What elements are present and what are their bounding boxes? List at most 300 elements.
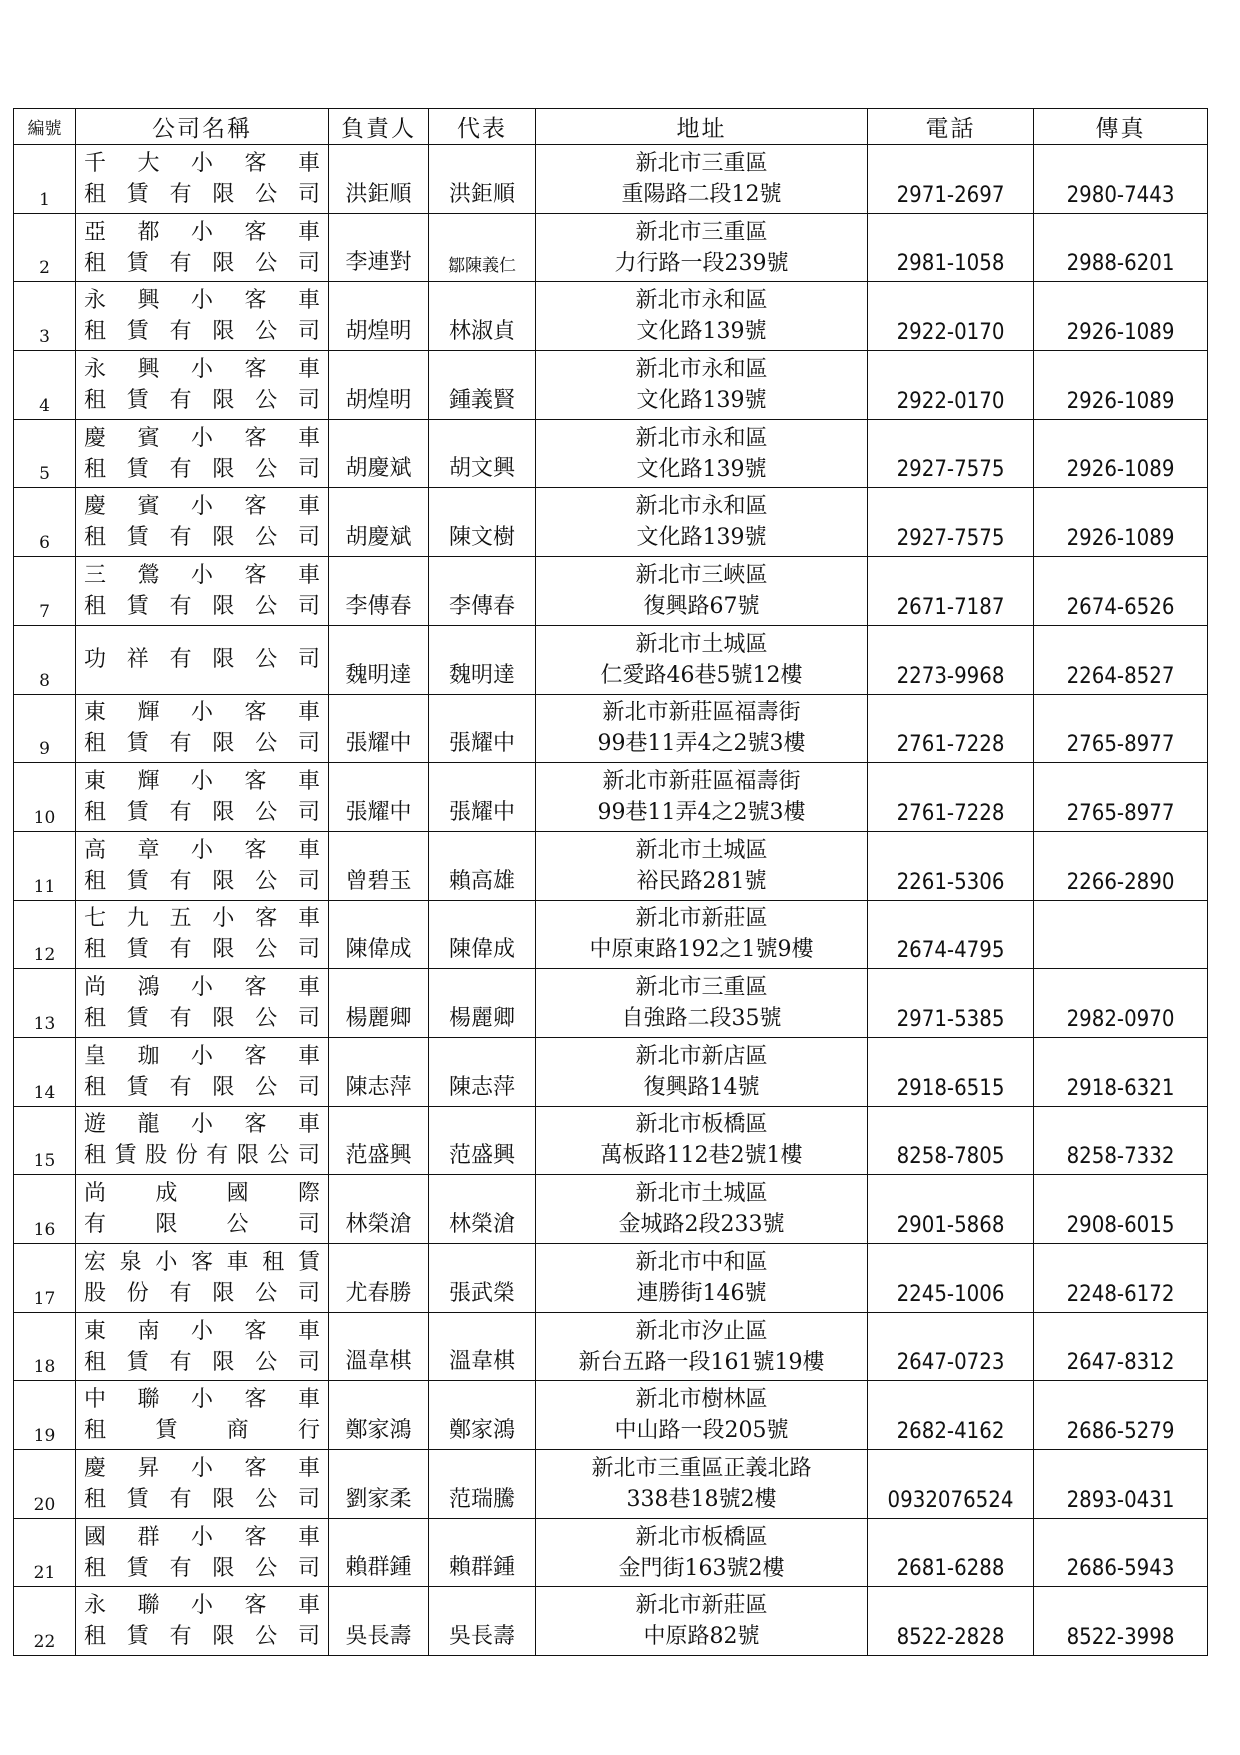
name-char: 股 xyxy=(84,1280,107,1306)
name-char: 租 xyxy=(84,800,107,826)
phone-number: 2927-7575 xyxy=(868,488,1034,557)
company-name-line xyxy=(76,1247,328,1278)
name-char: 司 xyxy=(297,1212,320,1238)
address-line: 新北市三重區正義北路 xyxy=(591,1455,812,1481)
phone-number: 2245-1006 xyxy=(868,1244,1034,1313)
name-char: 車 xyxy=(297,1593,320,1619)
company-name xyxy=(76,694,329,763)
representative-name: 鄭家鴻 xyxy=(429,1381,536,1450)
fax-number: 2686-5943 xyxy=(1034,1518,1208,1587)
name-char: 限 xyxy=(212,868,235,894)
name-char: 公 xyxy=(255,1074,278,1100)
owner-name: 林榮滄 xyxy=(329,1175,429,1244)
address-line: 中原東路192之1號9樓 xyxy=(589,937,814,963)
name-char: 限 xyxy=(212,1006,235,1032)
name-char: 輝 xyxy=(137,769,160,795)
name-char: 租 xyxy=(84,456,107,482)
name-char: 有 xyxy=(169,1624,192,1650)
fax-number: 2926-1089 xyxy=(1034,488,1208,557)
address-line: 文化路139號 xyxy=(636,387,767,413)
owner-name: 范盛興 xyxy=(329,1106,429,1175)
address xyxy=(536,145,868,214)
table-row xyxy=(14,557,1208,626)
name-char: 有 xyxy=(169,647,192,673)
table-row xyxy=(14,831,1208,900)
company-name-line xyxy=(76,866,328,897)
company-name-line xyxy=(76,1041,328,1072)
name-char: 小 xyxy=(190,1318,213,1344)
name-char: 祥 xyxy=(126,647,149,673)
address-line: 338巷18號2樓 xyxy=(626,1486,777,1512)
name-char: 限 xyxy=(212,1624,235,1650)
name-char: 賃 xyxy=(126,1555,149,1581)
company-name-line xyxy=(76,316,328,347)
name-char: 公 xyxy=(255,525,278,551)
address-line: 連勝街146號 xyxy=(636,1280,767,1306)
name-char: 公 xyxy=(255,731,278,757)
address-line: 新北市永和區 xyxy=(635,425,768,451)
name-char: 中 xyxy=(84,1387,107,1413)
row-number: 22 xyxy=(14,1587,76,1656)
company-name-line xyxy=(76,697,328,728)
name-char: 車 xyxy=(297,1318,320,1344)
phone-number: 2901-5868 xyxy=(868,1175,1034,1244)
address-line: 中山路一段205號 xyxy=(614,1418,789,1444)
address-line: 新北市三重區 xyxy=(635,975,768,1001)
company-name-line xyxy=(76,835,328,866)
name-char: 有 xyxy=(169,456,192,482)
header-representative: 代表 xyxy=(429,109,536,145)
address-line: 新北市土城區 xyxy=(635,631,768,657)
representative-name: 范盛興 xyxy=(429,1106,536,1175)
phone-number: 2922-0170 xyxy=(868,282,1034,351)
address xyxy=(536,1518,868,1587)
fax-number: 8258-7332 xyxy=(1034,1106,1208,1175)
address-line: 新北市永和區 xyxy=(635,494,768,520)
name-char: 司 xyxy=(297,1624,320,1650)
name-char: 份 xyxy=(126,1280,149,1306)
name-char: 司 xyxy=(297,1074,320,1100)
name-char: 興 xyxy=(137,288,160,314)
name-char: 司 xyxy=(297,181,320,207)
name-char: 限 xyxy=(212,1486,235,1512)
fax-number: 2926-1089 xyxy=(1034,419,1208,488)
name-char: 客 xyxy=(244,700,267,726)
name-char: 客 xyxy=(255,906,278,932)
row-number: 3 xyxy=(14,282,76,351)
table-row xyxy=(14,1037,1208,1106)
representative-name: 鄒陳義仁 xyxy=(429,213,536,282)
name-char: 司 xyxy=(297,387,320,413)
name-char: 客 xyxy=(244,1524,267,1550)
name-char: 客 xyxy=(244,494,267,520)
company-name-line xyxy=(76,217,328,248)
address-line: 重陽路二段12號 xyxy=(621,181,782,207)
name-char: 有 xyxy=(169,525,192,551)
fax-number: 2980-7443 xyxy=(1034,145,1208,214)
phone-number: 2671-7187 xyxy=(868,557,1034,626)
name-char: 公 xyxy=(255,1555,278,1581)
address-line: 新北市永和區 xyxy=(635,356,768,382)
name-char: 小 xyxy=(190,494,213,520)
address-line: 新北市新莊區 xyxy=(635,1593,768,1619)
representative-name: 張武榮 xyxy=(429,1244,536,1313)
name-char: 小 xyxy=(190,769,213,795)
company-name-line xyxy=(76,1109,328,1140)
name-char: 小 xyxy=(190,1455,213,1481)
company-name xyxy=(76,763,329,832)
owner-name: 魏明達 xyxy=(329,625,429,694)
company-name-line xyxy=(76,1178,328,1209)
row-number: 8 xyxy=(14,625,76,694)
name-char: 司 xyxy=(297,1280,320,1306)
name-char: 慶 xyxy=(84,425,107,451)
name-char: 司 xyxy=(297,1486,320,1512)
company-name xyxy=(76,625,329,694)
row-number: 2 xyxy=(14,213,76,282)
address-line: 99巷11弄4之2號3樓 xyxy=(597,731,806,757)
phone-number: 2261-5306 xyxy=(868,831,1034,900)
company-name xyxy=(76,213,329,282)
company-name-line xyxy=(76,1278,328,1309)
name-char: 賃 xyxy=(126,1074,149,1100)
company-name-line xyxy=(76,1140,328,1171)
name-char: 小 xyxy=(190,837,213,863)
fax-number: 2248-6172 xyxy=(1034,1244,1208,1313)
owner-name: 洪鉅順 xyxy=(329,145,429,214)
phone-number: 2647-0723 xyxy=(868,1312,1034,1381)
name-char: 永 xyxy=(84,356,107,382)
address-line: 新北市三重區 xyxy=(635,219,768,245)
address xyxy=(536,831,868,900)
name-char: 賃 xyxy=(126,525,149,551)
company-name xyxy=(76,1106,329,1175)
name-char: 公 xyxy=(255,1349,278,1375)
row-number: 16 xyxy=(14,1175,76,1244)
name-char: 都 xyxy=(137,219,160,245)
address xyxy=(536,694,868,763)
company-name-line xyxy=(76,934,328,965)
phone-number: 2981-1058 xyxy=(868,213,1034,282)
address-line: 仁愛路46巷5號12樓 xyxy=(600,662,803,688)
company-name xyxy=(76,419,329,488)
company-name xyxy=(76,1175,329,1244)
name-char: 車 xyxy=(297,906,320,932)
name-char: 有 xyxy=(169,593,192,619)
name-char: 大 xyxy=(137,150,160,176)
address xyxy=(536,625,868,694)
company-table xyxy=(13,108,1208,1656)
address-line: 文化路139號 xyxy=(636,525,767,551)
fax-number: 2926-1089 xyxy=(1034,351,1208,420)
company-name-line xyxy=(76,728,328,759)
name-char: 公 xyxy=(255,868,278,894)
name-char: 有 xyxy=(169,1280,192,1306)
name-char: 興 xyxy=(137,356,160,382)
company-name xyxy=(76,557,329,626)
address xyxy=(536,1381,868,1450)
address-line: 新北市樹林區 xyxy=(635,1387,768,1413)
representative-name: 張耀中 xyxy=(429,763,536,832)
name-char: 賃 xyxy=(126,319,149,345)
name-char: 租 xyxy=(84,181,107,207)
representative-name: 范瑞騰 xyxy=(429,1450,536,1519)
fax-number: 2686-5279 xyxy=(1034,1381,1208,1450)
name-char: 公 xyxy=(255,250,278,276)
address-line: 自強路二段35號 xyxy=(621,1006,782,1032)
row-number: 17 xyxy=(14,1244,76,1313)
name-char: 租 xyxy=(84,937,107,963)
name-char: 租 xyxy=(84,1418,107,1444)
address-line: 新北市新莊區福壽街 xyxy=(602,769,801,795)
table-row xyxy=(14,351,1208,420)
address xyxy=(536,900,868,969)
address-line: 新北市汐止區 xyxy=(635,1318,768,1344)
name-char: 皇 xyxy=(84,1043,107,1069)
fax-number: 2266-2890 xyxy=(1034,831,1208,900)
name-char: 客 xyxy=(244,150,267,176)
name-char: 限 xyxy=(155,1212,178,1238)
name-char: 司 xyxy=(297,456,320,482)
company-name-line xyxy=(76,1209,328,1240)
company-name xyxy=(76,1450,329,1519)
company-name-line xyxy=(76,385,328,416)
owner-name: 李連對 xyxy=(329,213,429,282)
company-name-line xyxy=(76,1072,328,1103)
address-line: 新北市中和區 xyxy=(635,1249,768,1275)
phone-number: 2273-9968 xyxy=(868,625,1034,694)
name-char: 公 xyxy=(255,647,278,673)
company-name-line xyxy=(76,1384,328,1415)
name-char: 租 xyxy=(84,868,107,894)
name-char: 鶯 xyxy=(137,562,160,588)
table-row xyxy=(14,1175,1208,1244)
address-line: 力行路一段239號 xyxy=(614,250,789,276)
name-char: 限 xyxy=(212,181,235,207)
name-char: 車 xyxy=(297,1112,320,1138)
name-char: 賃 xyxy=(126,731,149,757)
name-char: 租 xyxy=(84,319,107,345)
phone-number: 2682-4162 xyxy=(868,1381,1034,1450)
company-name-line xyxy=(76,644,328,675)
name-char: 車 xyxy=(297,150,320,176)
address-line: 新台五路一段161號19樓 xyxy=(578,1349,825,1375)
name-char: 有 xyxy=(169,250,192,276)
name-char: 租 xyxy=(84,1006,107,1032)
name-char: 尚 xyxy=(84,975,107,1001)
name-char: 車 xyxy=(297,1455,320,1481)
address-line: 金門街163號2樓 xyxy=(618,1555,785,1581)
company-name xyxy=(76,1518,329,1587)
table-row xyxy=(14,625,1208,694)
name-char: 司 xyxy=(297,868,320,894)
name-char: 限 xyxy=(212,387,235,413)
fax-number: 8522-3998 xyxy=(1034,1587,1208,1656)
representative-name: 陳偉成 xyxy=(429,900,536,969)
name-char: 限 xyxy=(212,937,235,963)
representative-name: 陳文樹 xyxy=(429,488,536,557)
name-char: 租 xyxy=(84,250,107,276)
owner-name: 楊麗卿 xyxy=(329,969,429,1038)
address-line: 復興路14號 xyxy=(643,1074,760,1100)
name-char: 租 xyxy=(84,1624,107,1650)
name-char: 公 xyxy=(255,800,278,826)
name-char: 限 xyxy=(212,593,235,619)
company-name-line xyxy=(76,560,328,591)
name-char: 小 xyxy=(190,219,213,245)
name-char: 東 xyxy=(84,769,107,795)
name-char: 聯 xyxy=(137,1387,160,1413)
phone-number: 2674-4795 xyxy=(868,900,1034,969)
name-char: 小 xyxy=(190,700,213,726)
name-char: 賃 xyxy=(126,1006,149,1032)
header-address: 地址 xyxy=(536,109,868,145)
name-char: 司 xyxy=(297,593,320,619)
name-char: 有 xyxy=(169,181,192,207)
address-line: 金城路2段233號 xyxy=(618,1212,785,1238)
table-row xyxy=(14,1106,1208,1175)
owner-name: 李傳春 xyxy=(329,557,429,626)
company-name-line xyxy=(76,179,328,210)
company-name-line xyxy=(76,248,328,279)
address xyxy=(536,1587,868,1656)
row-number: 14 xyxy=(14,1037,76,1106)
name-char: 公 xyxy=(255,319,278,345)
name-char: 商 xyxy=(226,1418,249,1444)
name-char: 賓 xyxy=(137,494,160,520)
name-char: 賃 xyxy=(126,800,149,826)
name-char: 限 xyxy=(236,1143,259,1169)
name-char: 公 xyxy=(267,1143,290,1169)
name-char: 高 xyxy=(84,837,107,863)
phone-number: 2922-0170 xyxy=(868,351,1034,420)
header-number: 編號 xyxy=(14,109,76,145)
name-char: 小 xyxy=(190,1524,213,1550)
table-row xyxy=(14,213,1208,282)
name-char: 公 xyxy=(255,181,278,207)
name-char: 小 xyxy=(190,975,213,1001)
name-char: 有 xyxy=(169,937,192,963)
name-char: 司 xyxy=(297,525,320,551)
header-row xyxy=(14,109,1208,145)
name-char: 千 xyxy=(84,150,107,176)
company-name-line xyxy=(76,491,328,522)
address-line: 新北市板橋區 xyxy=(635,1524,768,1550)
name-char: 司 xyxy=(297,1006,320,1032)
fax-number: 2926-1089 xyxy=(1034,282,1208,351)
address-line: 新北市三峽區 xyxy=(635,562,768,588)
name-char: 三 xyxy=(84,562,107,588)
name-char: 賃 xyxy=(155,1418,178,1444)
table-body xyxy=(14,145,1208,1656)
owner-name: 溫韋棋 xyxy=(329,1312,429,1381)
table-row xyxy=(14,1450,1208,1519)
name-char: 公 xyxy=(255,1280,278,1306)
name-char: 車 xyxy=(297,769,320,795)
name-char: 限 xyxy=(212,731,235,757)
representative-name: 林淑貞 xyxy=(429,282,536,351)
name-char: 車 xyxy=(297,562,320,588)
name-char: 有 xyxy=(169,1486,192,1512)
phone-number: 2971-2697 xyxy=(868,145,1034,214)
table-row xyxy=(14,1244,1208,1313)
owner-name: 胡慶斌 xyxy=(329,488,429,557)
name-char: 公 xyxy=(255,1006,278,1032)
address xyxy=(536,1106,868,1175)
name-char: 車 xyxy=(297,837,320,863)
name-char: 份 xyxy=(175,1143,198,1169)
row-number: 7 xyxy=(14,557,76,626)
name-char: 公 xyxy=(255,593,278,619)
header-phone: 電話 xyxy=(868,109,1034,145)
address-line: 新北市土城區 xyxy=(635,1181,768,1207)
company-name-line xyxy=(76,766,328,797)
address xyxy=(536,1312,868,1381)
name-char: 賃 xyxy=(126,250,149,276)
name-char: 小 xyxy=(212,906,235,932)
name-char: 車 xyxy=(297,1043,320,1069)
fax-number xyxy=(1034,900,1208,969)
company-name xyxy=(76,1312,329,1381)
name-char: 有 xyxy=(169,1074,192,1100)
name-char: 賃 xyxy=(297,1249,320,1275)
name-char: 賃 xyxy=(126,593,149,619)
name-char: 章 xyxy=(137,837,160,863)
name-char: 功 xyxy=(84,647,107,673)
name-char: 東 xyxy=(84,700,107,726)
name-char: 租 xyxy=(84,525,107,551)
representative-name: 楊麗卿 xyxy=(429,969,536,1038)
owner-name: 陳志萍 xyxy=(329,1037,429,1106)
name-char: 行 xyxy=(297,1418,320,1444)
name-char: 東 xyxy=(84,1318,107,1344)
name-char: 客 xyxy=(244,975,267,1001)
name-char: 限 xyxy=(212,250,235,276)
company-name xyxy=(76,488,329,557)
representative-name: 洪鉅順 xyxy=(429,145,536,214)
table-row xyxy=(14,1587,1208,1656)
fax-number: 2918-6321 xyxy=(1034,1037,1208,1106)
name-char: 公 xyxy=(226,1212,249,1238)
name-char: 小 xyxy=(190,288,213,314)
row-number: 15 xyxy=(14,1106,76,1175)
name-char: 賃 xyxy=(114,1143,137,1169)
name-char: 司 xyxy=(297,731,320,757)
name-char: 賃 xyxy=(126,181,149,207)
name-char: 昇 xyxy=(137,1455,160,1481)
name-char: 國 xyxy=(84,1524,107,1550)
company-name-line xyxy=(76,1522,328,1553)
representative-name: 溫韋棋 xyxy=(429,1312,536,1381)
name-char: 客 xyxy=(244,837,267,863)
company-name-line xyxy=(76,423,328,454)
owner-name: 尤春勝 xyxy=(329,1244,429,1313)
company-name xyxy=(76,1381,329,1450)
name-char: 車 xyxy=(297,425,320,451)
name-char: 宏 xyxy=(84,1249,107,1275)
company-name-line xyxy=(76,797,328,828)
name-char: 有 xyxy=(169,1349,192,1375)
company-name-line xyxy=(76,1453,328,1484)
name-char: 公 xyxy=(255,387,278,413)
company-name xyxy=(76,831,329,900)
name-char: 有 xyxy=(169,387,192,413)
address-line: 新北市三重區 xyxy=(635,150,768,176)
company-name xyxy=(76,351,329,420)
name-char: 永 xyxy=(84,1593,107,1619)
representative-name: 胡文興 xyxy=(429,419,536,488)
owner-name: 曾碧玉 xyxy=(329,831,429,900)
